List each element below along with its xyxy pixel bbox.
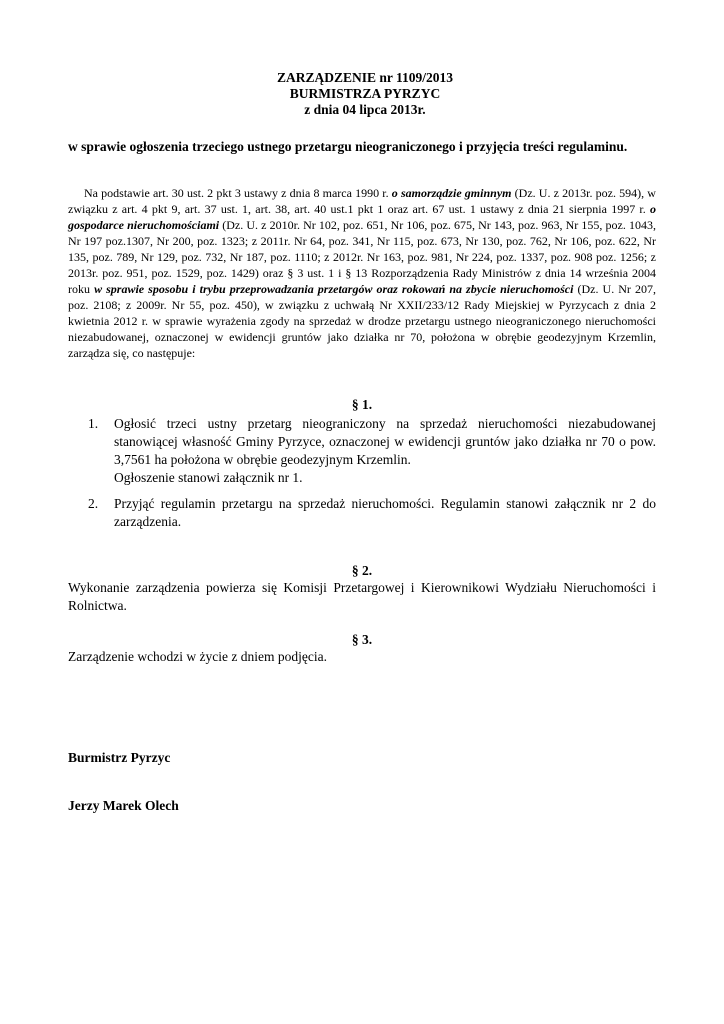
list-item-text: Przyjąć regulamin przetargu na sprzedaż nieruchomości. Regulamin stanowi załącznik nr 2 do zarządzenia. bbox=[114, 496, 656, 529]
issuer: BURMISTRZA PYRZYC bbox=[289, 86, 441, 101]
section-3-text: Zarządzenie wchodzi w życie z dniem podjęcia. bbox=[68, 649, 327, 664]
basis-text-4: (Dz. U. Nr 207, poz. 2108; z 2009r. Nr 55, poz. 450), w związku z uchwałą Nr XXII/233/12 Rady Miejskiej w Pyrzycach z dnia 2 kwietnia 2012 r. w sprawie wyrażenia zgody na sprzedaż w drodze przetargu ustnego nieograniczonego nieruchomości niezabudowanej, oznaczonej w ewidencji gruntów jako działka nr 70, położona w obrębie geodezyjnym Krzemlin, zarządza się, co następuje: bbox=[68, 282, 656, 360]
basis-text-3: (Dz. U. z 2010r. Nr 102, poz. 651, Nr 106, poz. 675, Nr 143, poz. 963, Nr 155, poz. 1043, Nr 197 poz.1307, Nr 200, poz. 1323; z 2011r. Nr 64, poz. 341, Nr 115, poz. 673, Nr 130, poz. 762, Nr 106, poz. 622, Nr 135, poz. 789, Nr 129, poz. 732, Nr 187, poz. 1110; z 2012r. Nr 163, poz. 981, Nr 224, poz. 1337, poz. 908 poz. 1256; z 2013r. poz. 951, poz. 1529, poz. 1429) oraz § 3 ust. 1 i § 13 Rozporządzenia Rady Ministrów z dnia 14 września 2004 roku bbox=[68, 218, 656, 296]
list-item bbox=[88, 415, 656, 487]
section-1-heading: § 1. bbox=[351, 397, 373, 412]
document-subject: w sprawie ogłoszenia trzeciego ustnego przetargu nieograniczonego i przyjęcia treści regulaminu. bbox=[68, 139, 628, 154]
basis-text-2: (Dz. U. z 2013r. poz. 594), w związku z art. 4 pkt 9, art. 37 ust. 1, art. 38, art. 40 ust.1 pkt 1 oraz art. 67 ust. 1 ustawy z dnia 21 sierpnia 1997 r. bbox=[68, 186, 656, 216]
list-item-text: Ogłosić trzeci ustny przetarg nieograniczony na sprzedaż nieruchomości niezabudowanej stanowiącej własność Gminy Pyrzyce, oznaczonej w ewidencji gruntów jako działka nr 70 o pow. 3,7561 ha położona w obrębie geodezyjnym Krzemlin. bbox=[114, 416, 656, 467]
list-item-number: 1. bbox=[88, 416, 99, 431]
list-item bbox=[88, 495, 656, 531]
section-2-heading: § 2. bbox=[351, 563, 373, 578]
document-number: ZARZĄDZENIE nr 1109/2013 bbox=[276, 70, 454, 85]
act-title-1: o samorządzie gminnym bbox=[391, 186, 512, 200]
signatory-name: Jerzy Marek Olech bbox=[68, 798, 179, 813]
section-2-text: Wykonanie zarządzenia powierza się Komisji Przetargowej i Kierownikowi Wydziału Nieruchomości i Rolnictwa. bbox=[68, 580, 656, 613]
legal-basis-paragraph bbox=[68, 185, 656, 361]
basis-text-1: Na podstawie art. 30 ust. 2 pkt 3 ustawy z dnia 8 marca 1990 r. bbox=[84, 186, 392, 200]
act-title-3: w sprawie sposobu i trybu przeprowadzania przetargów oraz rokowań na zbycie nieruchomości bbox=[94, 282, 574, 296]
section-3-heading: § 3. bbox=[351, 632, 373, 647]
list-item-number: 2. bbox=[88, 496, 99, 511]
document-header bbox=[68, 70, 656, 118]
signatory-title: Burmistrz Pyrzyc bbox=[68, 750, 171, 765]
act-title-2: o gospodarce nieruchomościami bbox=[68, 202, 656, 232]
document-date: z dnia 04 lipca 2013r. bbox=[304, 102, 426, 117]
list-item-note: Ogłoszenie stanowi załącznik nr 1. bbox=[114, 470, 303, 485]
